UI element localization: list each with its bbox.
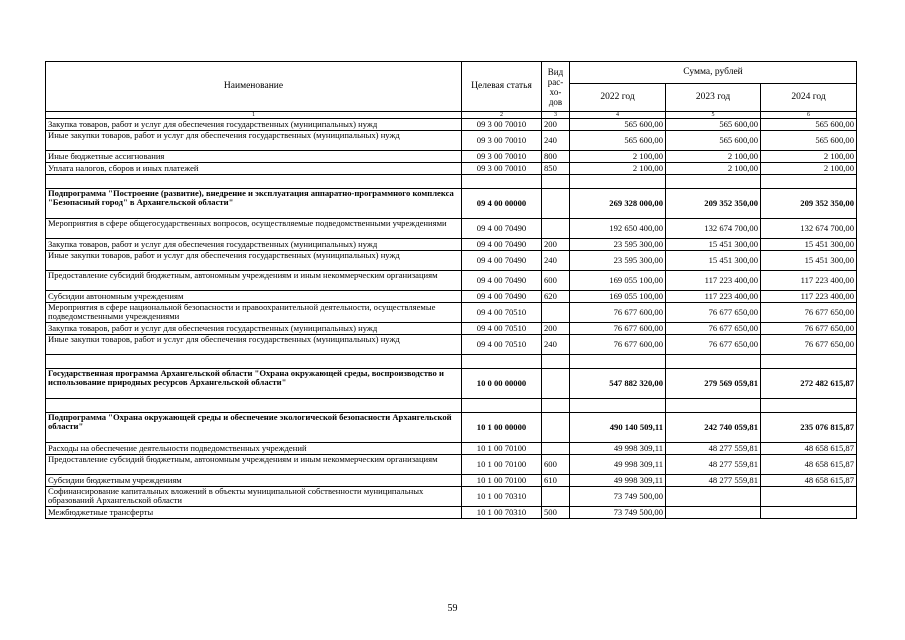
row-target-article: 09 4 00 70510 bbox=[462, 335, 542, 355]
table-row bbox=[46, 131, 857, 151]
row-name: Софинансирование капитальных вложений в объекты муниципальной собственности муниципальных образований Архангельской области bbox=[46, 487, 462, 507]
row-target-article: 09 4 00 70490 bbox=[462, 239, 542, 251]
row-target-article: 09 4 00 70510 bbox=[462, 323, 542, 335]
row-expense-type bbox=[542, 189, 570, 219]
row-name: Межбюджетные трансферты bbox=[46, 507, 462, 519]
row-name: Мероприятия в сфере общегосударственных вопросов, осуществляемые подведомственными учреждениями bbox=[46, 219, 462, 239]
row-sum-2024: 132 674 700,00 bbox=[761, 219, 857, 239]
row-target-article: 10 1 00 00000 bbox=[462, 413, 542, 443]
row-sum-2023: 48 277 559,81 bbox=[666, 475, 761, 487]
row-target-article: 09 4 00 00000 bbox=[462, 189, 542, 219]
row-sum-2022: 2 100,00 bbox=[570, 163, 666, 175]
column-index: 4 bbox=[570, 112, 666, 119]
row-target-article: 09 3 00 70010 bbox=[462, 163, 542, 175]
table-row bbox=[46, 239, 857, 251]
row-sum-2024: 209 352 350,00 bbox=[761, 189, 857, 219]
row-target-article: 10 1 00 70100 bbox=[462, 455, 542, 475]
row-expense-type: 600 bbox=[542, 271, 570, 291]
table-row bbox=[46, 323, 857, 335]
row-sum-2024: 76 677 650,00 bbox=[761, 303, 857, 323]
row-sum-2023: 76 677 650,00 bbox=[666, 323, 761, 335]
row-name bbox=[46, 355, 462, 369]
table-row bbox=[46, 413, 857, 443]
row-sum-2023: 2 100,00 bbox=[666, 151, 761, 163]
column-index: 6 bbox=[761, 112, 857, 119]
table-row bbox=[46, 219, 857, 239]
row-expense-type bbox=[542, 303, 570, 323]
row-target-article: 10 0 00 00000 bbox=[462, 369, 542, 399]
row-sum-2023: 132 674 700,00 bbox=[666, 219, 761, 239]
row-sum-2024: 15 451 300,00 bbox=[761, 251, 857, 271]
row-sum-2023: 76 677 650,00 bbox=[666, 335, 761, 355]
table-row bbox=[46, 163, 857, 175]
column-index-row bbox=[46, 112, 857, 119]
row-expense-type: 800 bbox=[542, 151, 570, 163]
row-expense-type bbox=[542, 413, 570, 443]
row-sum-2023 bbox=[666, 399, 761, 413]
row-name: Расходы на обеспечение деятельности подведомственных учреждений bbox=[46, 443, 462, 455]
row-sum-2024: 565 600,00 bbox=[761, 131, 857, 151]
column-index: 1 bbox=[46, 112, 462, 119]
row-sum-2023: 117 223 400,00 bbox=[666, 271, 761, 291]
row-sum-2024: 565 600,00 bbox=[761, 119, 857, 131]
row-sum-2023: 76 677 650,00 bbox=[666, 303, 761, 323]
column-index: 5 bbox=[666, 112, 761, 119]
row-target-article: 09 4 00 70490 bbox=[462, 251, 542, 271]
row-name: Уплата налогов, сборов и иных платежей bbox=[46, 163, 462, 175]
row-name: Государственная программа Архангельской области "Охрана окружающей среды, воспроизводство и использование природных ресурсов Архангельской области" bbox=[46, 369, 462, 399]
row-sum-2022: 169 055 100,00 bbox=[570, 291, 666, 303]
row-sum-2023 bbox=[666, 355, 761, 369]
row-expense-type bbox=[542, 369, 570, 399]
row-sum-2024: 15 451 300,00 bbox=[761, 239, 857, 251]
row-sum-2024: 2 100,00 bbox=[761, 163, 857, 175]
row-sum-2022: 76 677 600,00 bbox=[570, 323, 666, 335]
row-sum-2023: 279 569 059,81 bbox=[666, 369, 761, 399]
table-row bbox=[46, 487, 857, 507]
row-sum-2024: 48 658 615,87 bbox=[761, 475, 857, 487]
row-expense-type: 600 bbox=[542, 455, 570, 475]
row-sum-2023: 242 740 059,81 bbox=[666, 413, 761, 443]
row-target-article: 10 1 00 70310 bbox=[462, 507, 542, 519]
row-sum-2023: 48 277 559,81 bbox=[666, 455, 761, 475]
row-expense-type: 610 bbox=[542, 475, 570, 487]
table-row bbox=[46, 189, 857, 219]
row-name: Закупка товаров, работ и услуг для обеспечения государственных (муниципальных) нужд bbox=[46, 323, 462, 335]
table-row bbox=[46, 369, 857, 399]
row-sum-2022: 23 595 300,00 bbox=[570, 251, 666, 271]
row-sum-2023: 48 277 559,81 bbox=[666, 443, 761, 455]
table-row bbox=[46, 443, 857, 455]
row-sum-2024: 48 658 615,87 bbox=[761, 443, 857, 455]
row-expense-type: 200 bbox=[542, 119, 570, 131]
row-sum-2024: 2 100,00 bbox=[761, 151, 857, 163]
row-sum-2022: 49 998 309,11 bbox=[570, 475, 666, 487]
row-sum-2022: 73 749 500,00 bbox=[570, 487, 666, 507]
row-target-article: 09 3 00 70010 bbox=[462, 131, 542, 151]
row-expense-type: 620 bbox=[542, 291, 570, 303]
row-sum-2022: 2 100,00 bbox=[570, 151, 666, 163]
row-sum-2024: 235 076 815,87 bbox=[761, 413, 857, 443]
header-target-article: Целевая статья bbox=[462, 62, 542, 112]
row-name: Субсидии бюджетным учреждениям bbox=[46, 475, 462, 487]
row-target-article: 09 3 00 70010 bbox=[462, 151, 542, 163]
row-name: Иные закупки товаров, работ и услуг для обеспечения государственных (муниципальных) нужд bbox=[46, 131, 462, 151]
row-sum-2023 bbox=[666, 175, 761, 189]
row-sum-2022 bbox=[570, 355, 666, 369]
row-target-article bbox=[462, 175, 542, 189]
table-body bbox=[46, 119, 857, 519]
row-expense-type bbox=[542, 487, 570, 507]
row-sum-2022: 269 328 000,00 bbox=[570, 189, 666, 219]
row-expense-type bbox=[542, 399, 570, 413]
table-row bbox=[46, 335, 857, 355]
row-target-article: 09 4 00 70490 bbox=[462, 219, 542, 239]
row-target-article: 09 4 00 70510 bbox=[462, 303, 542, 323]
row-sum-2024 bbox=[761, 487, 857, 507]
row-expense-type bbox=[542, 443, 570, 455]
row-sum-2024 bbox=[761, 175, 857, 189]
row-sum-2023: 565 600,00 bbox=[666, 131, 761, 151]
row-target-article: 09 4 00 70490 bbox=[462, 291, 542, 303]
row-sum-2023 bbox=[666, 507, 761, 519]
row-name: Подпрограмма "Построение (развитие), внедрение и эксплуатация аппаратно-программного комплекса "Безопасный город" в Архангельской области" bbox=[46, 189, 462, 219]
row-sum-2023: 117 223 400,00 bbox=[666, 291, 761, 303]
table-row bbox=[46, 151, 857, 163]
header-expense-type: Вид рас-хо-дов bbox=[542, 62, 570, 112]
row-sum-2022 bbox=[570, 399, 666, 413]
row-name bbox=[46, 175, 462, 189]
row-name: Закупка товаров, работ и услуг для обеспечения государственных (муниципальных) нужд bbox=[46, 239, 462, 251]
row-sum-2022: 23 595 300,00 bbox=[570, 239, 666, 251]
table-header bbox=[46, 62, 857, 119]
row-expense-type: 240 bbox=[542, 131, 570, 151]
row-sum-2024 bbox=[761, 507, 857, 519]
table-row bbox=[46, 455, 857, 475]
table-row bbox=[46, 303, 857, 323]
row-expense-type: 200 bbox=[542, 239, 570, 251]
row-target-article: 10 1 00 70100 bbox=[462, 475, 542, 487]
row-sum-2023: 565 600,00 bbox=[666, 119, 761, 131]
header-name: Наименование bbox=[46, 62, 462, 112]
row-target-article: 10 1 00 70310 bbox=[462, 487, 542, 507]
row-target-article: 09 4 00 70490 bbox=[462, 271, 542, 291]
row-sum-2022: 565 600,00 bbox=[570, 119, 666, 131]
row-target-article bbox=[462, 355, 542, 369]
row-sum-2023 bbox=[666, 487, 761, 507]
header-sum: Сумма, рублей bbox=[570, 62, 857, 84]
spacer-row bbox=[46, 355, 857, 369]
row-target-article: 10 1 00 70100 bbox=[462, 443, 542, 455]
row-name: Субсидии автономным учреждениям bbox=[46, 291, 462, 303]
row-sum-2024 bbox=[761, 399, 857, 413]
row-sum-2022: 49 998 309,11 bbox=[570, 455, 666, 475]
budget-table bbox=[45, 61, 857, 519]
row-expense-type: 500 bbox=[542, 507, 570, 519]
header-year-2023: 2023 год bbox=[666, 84, 761, 112]
row-sum-2022: 565 600,00 bbox=[570, 131, 666, 151]
row-sum-2022: 490 140 509,11 bbox=[570, 413, 666, 443]
row-name: Иные закупки товаров, работ и услуг для обеспечения государственных (муниципальных) нужд bbox=[46, 251, 462, 271]
header-year-2024: 2024 год bbox=[761, 84, 857, 112]
row-sum-2022: 169 055 100,00 bbox=[570, 271, 666, 291]
table-row bbox=[46, 119, 857, 131]
row-name bbox=[46, 399, 462, 413]
row-sum-2024: 76 677 650,00 bbox=[761, 335, 857, 355]
row-name: Предоставление субсидий бюджетным, автономным учреждениям и иным некоммерческим организациям bbox=[46, 455, 462, 475]
row-sum-2023: 15 451 300,00 bbox=[666, 239, 761, 251]
row-expense-type: 240 bbox=[542, 335, 570, 355]
row-expense-type: 240 bbox=[542, 251, 570, 271]
header-year-2022: 2022 год bbox=[570, 84, 666, 112]
row-sum-2023: 2 100,00 bbox=[666, 163, 761, 175]
row-sum-2022: 192 650 400,00 bbox=[570, 219, 666, 239]
budget-table-page bbox=[45, 61, 856, 519]
row-name: Закупка товаров, работ и услуг для обеспечения государственных (муниципальных) нужд bbox=[46, 119, 462, 131]
row-name: Подпрограмма "Охрана окружающей среды и обеспечение экологической безопасности Архангельской области" bbox=[46, 413, 462, 443]
row-name: Иные закупки товаров, работ и услуг для обеспечения государственных (муниципальных) нужд bbox=[46, 335, 462, 355]
row-sum-2024: 117 223 400,00 bbox=[761, 291, 857, 303]
table-row bbox=[46, 291, 857, 303]
row-target-article bbox=[462, 399, 542, 413]
table-row bbox=[46, 271, 857, 291]
row-sum-2024: 76 677 650,00 bbox=[761, 323, 857, 335]
row-sum-2024: 117 223 400,00 bbox=[761, 271, 857, 291]
table-row bbox=[46, 251, 857, 271]
row-name: Предоставление субсидий бюджетным, автономным учреждениям и иным некоммерческим организациям bbox=[46, 271, 462, 291]
row-expense-type bbox=[542, 175, 570, 189]
row-expense-type bbox=[542, 355, 570, 369]
table-row bbox=[46, 475, 857, 487]
row-sum-2024 bbox=[761, 355, 857, 369]
row-name: Мероприятия в сфере национальной безопасности и правоохранительной деятельности, осуществляемые подведомственными учреждениями bbox=[46, 303, 462, 323]
page-number: 59 bbox=[447, 603, 458, 614]
row-target-article: 09 3 00 70010 bbox=[462, 119, 542, 131]
row-expense-type: 200 bbox=[542, 323, 570, 335]
column-index: 3 bbox=[542, 112, 570, 119]
row-sum-2023: 209 352 350,00 bbox=[666, 189, 761, 219]
row-sum-2024: 272 482 615,87 bbox=[761, 369, 857, 399]
row-sum-2022: 49 998 309,11 bbox=[570, 443, 666, 455]
row-sum-2023: 15 451 300,00 bbox=[666, 251, 761, 271]
spacer-row bbox=[46, 175, 857, 189]
column-index: 2 bbox=[462, 112, 542, 119]
row-expense-type bbox=[542, 219, 570, 239]
row-expense-type: 850 bbox=[542, 163, 570, 175]
row-name: Иные бюджетные ассигнования bbox=[46, 151, 462, 163]
row-sum-2024: 48 658 615,87 bbox=[761, 455, 857, 475]
row-sum-2022: 76 677 600,00 bbox=[570, 335, 666, 355]
row-sum-2022: 76 677 600,00 bbox=[570, 303, 666, 323]
row-sum-2022: 547 882 320,00 bbox=[570, 369, 666, 399]
row-sum-2022 bbox=[570, 175, 666, 189]
spacer-row bbox=[46, 399, 857, 413]
table-row bbox=[46, 507, 857, 519]
row-sum-2022: 73 749 500,00 bbox=[570, 507, 666, 519]
